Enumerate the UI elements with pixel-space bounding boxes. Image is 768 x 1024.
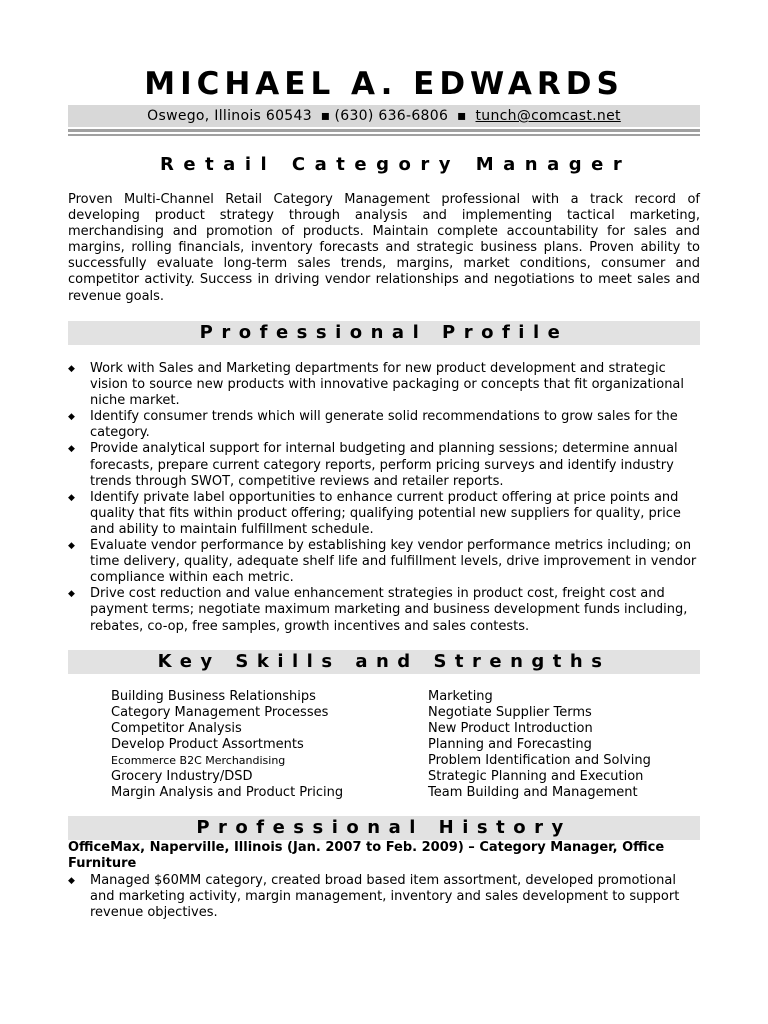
candidate-name: MICHAEL A. EDWARDS xyxy=(144,66,624,102)
skill-item: New Product Introduction xyxy=(428,721,593,736)
list-item-text: Identify consumer trends which will generate solid recommendations to grow sales for the category. xyxy=(90,409,678,441)
list-item xyxy=(68,586,700,634)
skill-item: Grocery Industry/DSD xyxy=(111,769,253,784)
skill-item: Margin Analysis and Product Pricing xyxy=(111,785,344,800)
bullet-icon: ◆ xyxy=(68,541,75,552)
skill-item: Planning and Forecasting xyxy=(428,737,592,752)
list-item xyxy=(68,441,700,489)
profile-list xyxy=(68,361,700,635)
bullet-icon: ◆ xyxy=(68,364,75,374)
job-bullets xyxy=(68,873,700,921)
list-item-text: Drive cost reduction and value enhancement strategies in product cost, freight cost and payment terms; negotiate maximum marketing and business development funds including, rebates, co-op, free samples, growth incentives and sales contests. xyxy=(90,586,688,634)
bullet-icon: ◆ xyxy=(68,589,75,600)
skill-item: Problem Identification and Solving xyxy=(428,753,651,768)
section-header-history xyxy=(68,816,700,840)
skill-item: Ecommerce B2C Merchandising xyxy=(111,754,286,767)
section-title: Professional History xyxy=(196,817,572,838)
list-item xyxy=(68,490,700,538)
contact-email-link[interactable]: tunch@comcast.net xyxy=(475,108,621,124)
section-header-skills xyxy=(68,650,700,674)
skill-item: Category Management Processes xyxy=(111,705,329,720)
list-item xyxy=(68,361,700,409)
section-title: Professional Profile xyxy=(199,322,569,343)
list-item-text: Managed $60MM category, created broad based item assortment, developed promotional and marketing activity, margin management, inventory and sales development to support revenue objectives. xyxy=(90,873,680,921)
skill-item: Develop Product Assortments xyxy=(111,737,304,752)
job-heading: OfficeMax, Naperville, Illinois (Jan. 2007 to Feb. 2009) – Category Manager, Office Furniture xyxy=(68,840,665,871)
list-item xyxy=(68,873,700,921)
skills-right-column xyxy=(428,689,651,801)
contact-location: Oswego, Illinois 60543 xyxy=(147,108,312,124)
header-divider-thick xyxy=(68,129,700,132)
skill-item: Strategic Planning and Execution xyxy=(428,769,644,784)
bullet-icon: ◆ xyxy=(68,444,75,455)
list-item-text: Identify private label opportunities to enhance current product offering at price points and quality that fits within product offering; qualifying potential new suppliers for quality, price and ability to maintain fulfillment schedule. xyxy=(90,489,681,537)
skill-item: Building Business Relationships xyxy=(111,689,316,704)
headline: Retail Category Manager xyxy=(160,154,632,175)
bullet-icon: ◆ xyxy=(68,876,75,886)
separator-icon: ▪ xyxy=(456,108,467,124)
separator-icon: ▪ xyxy=(320,108,331,124)
summary-paragraph: Proven Multi-Channel Retail Category Management professional with a track record of developing product strategy through analysis and implementing tactical marketing, merchandising and promotion of products. Maintain complete accountability for sales and margins, rolling financials, inventory forecasts and strategic business plans. Proven ability to successfully evaluate long-term sales trends, margins, market conditions, consumer and competitor activity. Success in driving vendor relationships and negotiations to meet sales and revenue goals. xyxy=(68,192,700,304)
skill-item: Negotiate Supplier Terms xyxy=(428,705,592,720)
section-title: Key Skills and Strengths xyxy=(157,651,611,672)
bullet-icon: ◆ xyxy=(68,492,75,503)
contact-bar xyxy=(68,105,700,127)
header-divider-thin xyxy=(68,134,700,136)
skills-left-column xyxy=(111,689,343,801)
list-item-text: Evaluate vendor performance by establishing key vendor performance metrics including; on time delivery, quality, adequate shelf life and fulfillment levels, drive improvement in vendor compliance within each metric. xyxy=(90,538,697,586)
skill-item: Marketing xyxy=(428,689,493,704)
section-header-profile xyxy=(68,321,700,345)
contact-phone: (630) 636-6806 xyxy=(334,108,449,124)
list-item xyxy=(68,409,700,441)
list-item-text: Work with Sales and Marketing departments for new product development and strategic vision to source new products with innovative packaging or concepts that fit organizational niche market. xyxy=(90,361,685,409)
skill-item: Team Building and Management xyxy=(428,785,638,800)
bullet-icon: ◆ xyxy=(68,412,75,423)
list-item-text: Provide analytical support for internal budgeting and planning sessions; determine annual forecasts, prepare current category reports, perform pricing surveys and identify industry trends through SWOT, competitive reviews and retailer reports. xyxy=(90,441,678,489)
list-item xyxy=(68,538,700,586)
skill-item: Competitor Analysis xyxy=(111,721,242,736)
